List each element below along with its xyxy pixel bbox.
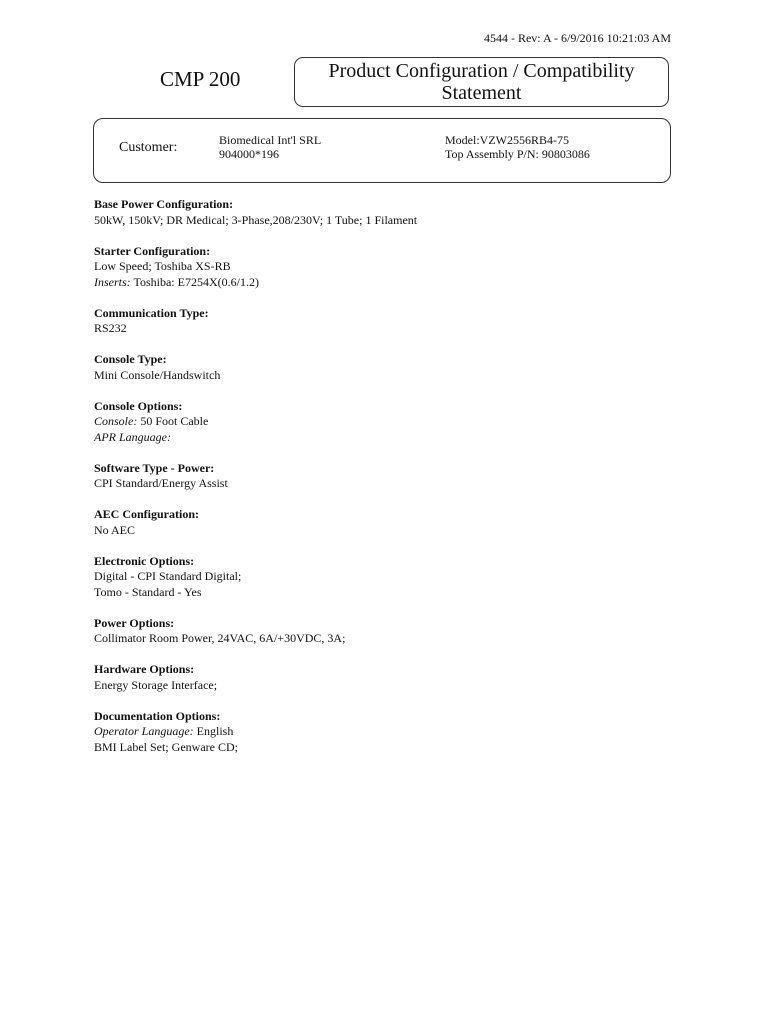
section-title: Hardware Options: (94, 662, 195, 676)
line-value: Digital - CPI Standard Digital; (94, 569, 242, 583)
line-value: Low Speed; Toshiba XS-RB (94, 259, 231, 273)
section-title: Power Options: (94, 615, 175, 630)
section-line (94, 275, 694, 291)
line-label: Inserts: (94, 274, 131, 289)
section-title: AEC Configuration: (94, 507, 200, 521)
config-section (94, 461, 694, 492)
section-line (94, 414, 694, 430)
customer-number: 904000*196 (219, 147, 279, 161)
config-section (94, 399, 694, 446)
line-value: RS232 (94, 321, 127, 335)
line-value: 50 Foot Cable (140, 414, 209, 428)
line-label: APR Language: (94, 429, 171, 444)
section-title: Documentation Options: (94, 708, 221, 723)
model-info (445, 133, 590, 161)
line-value: Tomo - Standard - Yes (94, 584, 202, 599)
product-code: CMP 200 (160, 67, 241, 91)
section-line (94, 259, 694, 275)
section-title: Starter Configuration: (94, 243, 211, 258)
section-title: Communication Type: (94, 305, 209, 320)
section-line (94, 678, 694, 694)
section-line (94, 585, 694, 601)
section-title: Software Type - Power: (94, 460, 215, 475)
section-title: Electronic Options: (94, 553, 195, 568)
line-value: 50kW, 150kV; DR Medical; 3-Phase,208/230V; 1 Tube; 1 Filament (94, 212, 418, 227)
section-line (94, 523, 694, 539)
document-title-line-2: Statement (441, 82, 522, 104)
customer-label: Customer: (119, 140, 178, 155)
configuration-content (94, 197, 694, 771)
config-section (94, 662, 694, 693)
config-section (94, 306, 694, 337)
section-line (94, 569, 694, 585)
line-label: Console: (94, 414, 138, 428)
section-line (94, 740, 694, 756)
document-title-line-1: Product Configuration / Compatibility (328, 60, 635, 82)
config-section (94, 352, 694, 383)
config-section (94, 616, 694, 647)
section-line (94, 724, 694, 740)
line-value: Energy Storage Interface; (94, 677, 218, 692)
line-value: Collimator Room Power, 24VAC, 6A/+30VDC, 3A; (94, 631, 346, 645)
section-line (94, 213, 694, 229)
header-meta: 4544 - Rev: A - 6/9/2016 10:21:03 AM (483, 31, 671, 45)
config-section (94, 554, 694, 601)
top-assembly-part-number: Top Assembly P/N: 90803086 (445, 147, 590, 161)
config-section (94, 507, 694, 538)
section-line (94, 368, 694, 384)
config-section (94, 197, 694, 228)
section-title: Base Power Configuration: (94, 197, 234, 211)
model-number: Model:VZW2556RB4-75 (445, 133, 569, 147)
customer-name: Biomedical Int'l SRL (219, 133, 322, 147)
line-label: Operator Language: (94, 724, 194, 738)
config-section (94, 244, 694, 291)
document-title-box (294, 57, 669, 107)
line-value: Mini Console/Handswitch (94, 367, 221, 382)
section-line (94, 430, 694, 446)
section-title: Console Type: (94, 352, 167, 366)
line-value: No AEC (94, 522, 136, 537)
section-line (94, 321, 694, 337)
config-section (94, 709, 694, 756)
section-title: Console Options: (94, 398, 183, 413)
line-value: CPI Standard/Energy Assist (94, 476, 228, 490)
section-line (94, 476, 694, 492)
line-value: Toshiba: E7254X(0.6/1.2) (133, 274, 259, 289)
customer-info (219, 133, 321, 161)
line-value: English (196, 724, 234, 738)
line-value: BMI Label Set; Genware CD; (94, 739, 238, 754)
section-line (94, 631, 694, 647)
customer-box (93, 118, 671, 183)
